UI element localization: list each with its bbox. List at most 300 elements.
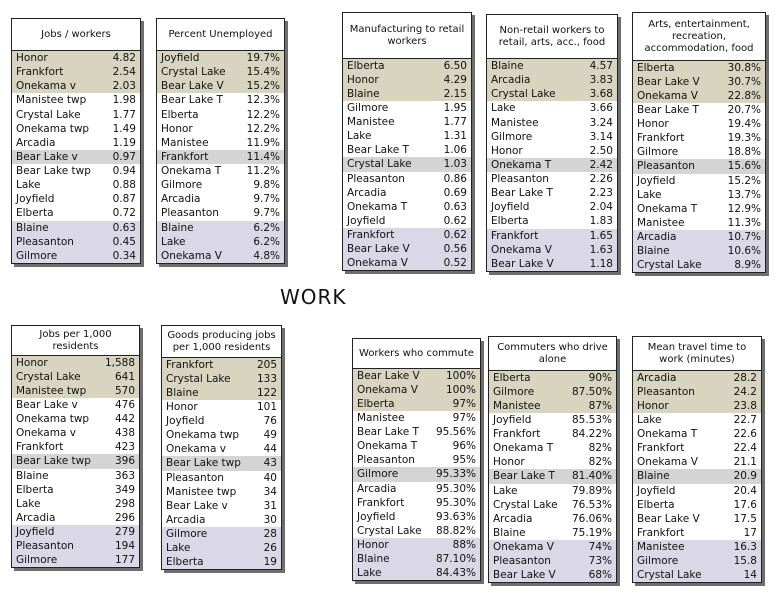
place-value: 1.63 [589, 243, 613, 256]
place-value: 22.7 [733, 414, 757, 427]
table-row [12, 79, 140, 93]
place-value: 15.2% [246, 80, 280, 93]
place-value: 75.19% [571, 526, 612, 539]
table-non-retail-to-retail [486, 14, 618, 272]
place-value: 20.9 [733, 470, 757, 483]
place-name: Gilmore [166, 527, 208, 540]
table-row [489, 484, 616, 498]
place-name: Gilmore [16, 553, 58, 566]
table-row [12, 178, 140, 192]
table-row [489, 371, 616, 385]
table-row [633, 568, 761, 582]
table-row [343, 256, 471, 270]
table-row [487, 87, 617, 101]
place-value: 17.5 [733, 512, 757, 525]
place-name: Onekama twp [166, 429, 240, 442]
table-header: Mean travel time to work (minutes) [633, 337, 761, 371]
place-value: 100% [445, 384, 476, 397]
place-name: Joyfield [16, 525, 55, 538]
place-value: 12.2% [246, 122, 280, 135]
place-value: 101 [256, 401, 277, 414]
table-row [12, 108, 140, 122]
table-jobs-per-1000 [11, 325, 140, 568]
table-row [162, 428, 281, 442]
table-row [12, 483, 139, 497]
place-value: 22.6 [733, 428, 757, 441]
place-value: 296 [114, 511, 135, 524]
table-row [633, 455, 761, 469]
place-name: Blaine [161, 221, 194, 234]
place-name: Crystal Lake [161, 66, 226, 79]
place-name: Pleasanton [637, 160, 695, 173]
place-name: Pleasanton [493, 554, 551, 567]
table-row [12, 136, 140, 150]
place-value: 6.2% [253, 221, 280, 234]
place-name: Blaine [16, 469, 49, 482]
place-name: Gilmore [493, 386, 535, 399]
place-value: 476 [114, 399, 135, 412]
table-row [12, 93, 140, 107]
place-value: 12.2% [246, 108, 280, 121]
place-name: Onekama T [637, 202, 698, 215]
place-name: Blaine [637, 470, 670, 483]
place-name: Manistee [493, 400, 541, 413]
place-value: 17.6 [733, 498, 757, 511]
place-name: Elberta [161, 108, 199, 121]
place-value: 122 [256, 387, 277, 400]
table-row [12, 164, 140, 178]
table-row [633, 188, 765, 202]
table-row [343, 87, 471, 101]
place-name: Honor [491, 144, 523, 157]
place-value: 81.40% [571, 470, 612, 483]
place-name: Bear Lake T [161, 94, 223, 107]
place-value: 4.82 [112, 52, 136, 65]
table-row [489, 455, 616, 469]
place-value: 95% [452, 454, 476, 467]
table-row [487, 257, 617, 271]
table-header: Workers who commute [353, 339, 480, 369]
place-value: 1.06 [443, 144, 467, 157]
table-row [633, 216, 765, 230]
place-name: Honor [16, 52, 48, 65]
table-row [633, 145, 765, 159]
place-value: 0.86 [443, 172, 467, 185]
place-name: Honor [357, 538, 389, 551]
place-name: Blaine [16, 221, 49, 234]
place-name: Onekama v [166, 443, 226, 456]
table-row [353, 425, 480, 439]
place-value: 194 [114, 539, 135, 552]
place-name: Onekama V [491, 243, 552, 256]
table-row [157, 178, 284, 192]
place-value: 0.45 [112, 235, 136, 248]
table-row [343, 59, 471, 73]
table-row [633, 131, 765, 145]
place-value: 88% [452, 538, 476, 551]
table-row [162, 485, 281, 499]
place-name: Pleasanton [357, 454, 415, 467]
place-value: 396 [114, 455, 135, 468]
table-row [12, 356, 139, 370]
place-value: 95.30% [435, 482, 476, 495]
place-value: 6.2% [253, 235, 280, 248]
place-name: Pleasanton [16, 235, 74, 248]
place-value: 4.8% [253, 249, 280, 262]
table-row [162, 358, 281, 372]
place-name: Blaine [347, 88, 380, 101]
place-value: 6.50 [443, 60, 467, 73]
table-row [12, 122, 140, 136]
place-value: 23.8 [733, 400, 757, 413]
place-value: 9.8% [253, 179, 280, 192]
table-row [353, 439, 480, 453]
place-name: Arcadia [16, 136, 56, 149]
place-name: Bear Lake T [347, 144, 409, 157]
place-value: 8.9% [734, 258, 761, 271]
place-value: 30 [263, 513, 277, 526]
place-value: 28 [263, 527, 277, 540]
place-name: Frankfort [166, 359, 214, 372]
table-row [12, 497, 139, 511]
place-value: 10.7% [727, 230, 761, 243]
table-row [489, 385, 616, 399]
table-row [633, 89, 765, 103]
place-name: Lake [166, 541, 191, 554]
table-jobs-workers [11, 18, 141, 264]
table-row [353, 566, 480, 580]
place-value: 97% [452, 412, 476, 425]
table-row [633, 258, 765, 272]
place-value: 95.56% [435, 426, 476, 439]
place-name: Crystal Lake [347, 158, 412, 171]
place-name: Gilmore [637, 146, 679, 159]
place-value: 0.87 [112, 193, 136, 206]
place-name: Blaine [357, 552, 390, 565]
table-row [157, 51, 284, 65]
table-row [162, 471, 281, 485]
place-name: Manistee twp [16, 94, 87, 107]
place-value: 3.14 [589, 130, 613, 143]
place-value: 84.43% [435, 566, 476, 579]
place-value: 1.95 [443, 102, 467, 115]
place-value: 44 [263, 443, 277, 456]
place-name: Bear Lake V [357, 370, 420, 383]
place-value: 20.7% [727, 104, 761, 117]
place-value: 1.65 [589, 229, 613, 242]
table-row [633, 371, 761, 385]
table-row [633, 244, 765, 258]
table-goods-producing-jobs [161, 325, 282, 570]
table-row [633, 75, 765, 89]
place-name: Blaine [491, 60, 524, 73]
place-value: 88.82% [435, 524, 476, 537]
place-value: 19.4% [727, 118, 761, 131]
place-value: 0.97 [112, 150, 136, 163]
place-value: 76.53% [571, 498, 612, 511]
place-name: Onekama T [161, 165, 222, 178]
table-row [487, 73, 617, 87]
table-row [12, 192, 140, 206]
table-row [162, 400, 281, 414]
table-header: Arts, entertainment, recreation, accommodation, food [633, 13, 765, 61]
place-value: 1.49 [112, 122, 136, 135]
place-name: Bear Lake V [347, 242, 410, 255]
place-value: 15.4% [246, 66, 280, 79]
place-name: Bear Lake T [493, 470, 555, 483]
table-row [353, 482, 480, 496]
place-name: Onekama T [637, 428, 698, 441]
place-value: 40 [263, 471, 277, 484]
table-row [157, 235, 284, 249]
place-value: 0.63 [443, 200, 467, 213]
table-row [12, 150, 140, 164]
place-name: Lake [16, 179, 41, 192]
place-name: Lake [161, 235, 186, 248]
table-row [162, 456, 281, 470]
place-name: Pleasanton [637, 386, 695, 399]
table-row [12, 221, 140, 235]
place-name: Bear Lake v [166, 499, 228, 512]
table-row [12, 370, 139, 384]
table-row [633, 441, 761, 455]
place-name: Arcadia [16, 511, 56, 524]
place-value: 20.4 [733, 484, 757, 497]
place-name: Manistee twp [16, 385, 87, 398]
table-row [157, 206, 284, 220]
table-manufacturing-to-retail [342, 12, 472, 271]
table-row [489, 512, 616, 526]
table-row [353, 383, 480, 397]
place-name: Elberta [347, 60, 385, 73]
place-name: Joyfield [16, 193, 55, 206]
place-value: 82% [588, 442, 612, 455]
place-value: 363 [114, 469, 135, 482]
place-value: 177 [114, 553, 135, 566]
place-value: 26 [263, 541, 277, 554]
place-value: 0.88 [112, 179, 136, 192]
place-value: 17 [743, 526, 757, 539]
place-name: Gilmore [357, 468, 399, 481]
place-value: 0.63 [112, 221, 136, 234]
place-name: Honor [637, 118, 669, 131]
table-row [487, 229, 617, 243]
place-name: Onekama V [637, 456, 698, 469]
place-value: 13.7% [727, 188, 761, 201]
place-value: 205 [256, 359, 277, 372]
table-row [162, 541, 281, 555]
table-header: Jobs / workers [12, 19, 140, 51]
place-name: Manistee [637, 540, 685, 553]
place-name: Honor [637, 400, 669, 413]
place-value: 570 [114, 385, 135, 398]
place-value: 2.26 [589, 173, 613, 186]
place-name: Gilmore [637, 554, 679, 567]
place-value: 2.04 [589, 201, 613, 214]
table-row [633, 498, 761, 512]
place-value: 28.2 [733, 372, 757, 385]
place-name: Manistee [357, 412, 405, 425]
table-row [489, 427, 616, 441]
table-row [487, 158, 617, 172]
place-name: Onekama V [347, 256, 408, 269]
place-name: Onekama T [493, 442, 554, 455]
place-name: Bear Lake v [16, 399, 78, 412]
table-row [12, 511, 139, 525]
table-row [489, 568, 616, 582]
table-row [343, 214, 471, 228]
place-value: 298 [114, 497, 135, 510]
table-header: Percent Unemployed [157, 19, 284, 51]
place-name: Bear Lake twp [16, 165, 91, 178]
place-name: Onekama v [16, 427, 76, 440]
place-value: 73% [588, 554, 612, 567]
place-name: Onekama V [493, 540, 554, 553]
table-header: Goods producing jobs per 1,000 residents [162, 326, 281, 358]
place-name: Bear Lake V [161, 80, 224, 93]
place-name: Onekama V [637, 90, 698, 103]
table-row [162, 414, 281, 428]
table-row [343, 172, 471, 186]
table-row [12, 553, 139, 567]
table-row [162, 513, 281, 527]
place-value: 96% [452, 440, 476, 453]
place-value: 423 [114, 441, 135, 454]
table-row [353, 524, 480, 538]
table-header: Commuters who drive alone [489, 337, 616, 371]
place-name: Gilmore [161, 179, 203, 192]
place-name: Manistee twp [166, 485, 237, 498]
table-row [633, 554, 761, 568]
place-name: Onekama twp [16, 122, 90, 135]
table-row [162, 499, 281, 513]
place-value: 2.50 [589, 144, 613, 157]
place-name: Elberta [166, 555, 204, 568]
place-name: Crystal Lake [637, 258, 702, 271]
place-name: Joyfield [637, 484, 676, 497]
place-name: Arcadia [637, 230, 677, 243]
table-row [157, 150, 284, 164]
table-row [157, 249, 284, 263]
table-row [633, 399, 761, 413]
place-name: Arcadia [637, 372, 677, 385]
table-row [343, 101, 471, 115]
place-name: Frankfort [347, 228, 395, 241]
table-row [157, 136, 284, 150]
place-name: Joyfield [357, 510, 396, 523]
place-value: 82% [588, 456, 612, 469]
table-row [353, 467, 480, 481]
table-row [12, 51, 140, 65]
place-value: 2.23 [589, 187, 613, 200]
table-row [633, 202, 765, 216]
table-row [489, 441, 616, 455]
place-name: Elberta [491, 215, 529, 228]
table-row [633, 61, 765, 75]
place-name: Arcadia [347, 186, 387, 199]
place-value: 15.8 [733, 554, 757, 567]
place-name: Onekama T [491, 158, 552, 171]
place-value: 1.83 [589, 215, 613, 228]
table-row [12, 65, 140, 79]
place-value: 1.03 [443, 158, 467, 171]
table-row [12, 440, 139, 454]
place-value: 0.62 [443, 228, 467, 241]
table-row [343, 73, 471, 87]
place-name: Bear Lake V [637, 76, 700, 89]
table-mean-travel-time [632, 336, 762, 583]
place-value: 1,588 [104, 357, 135, 370]
place-value: 68% [588, 568, 612, 581]
place-value: 34 [263, 485, 277, 498]
place-name: Lake [491, 102, 516, 115]
table-row [12, 426, 139, 440]
place-name: Bear Lake v [16, 150, 78, 163]
place-name: Bear Lake T [491, 187, 553, 200]
place-value: 14 [743, 568, 757, 581]
table-row [489, 498, 616, 512]
place-value: 279 [114, 525, 135, 538]
place-name: Crystal Lake [493, 498, 558, 511]
place-value: 4.57 [589, 60, 613, 73]
table-commuters-drive-alone [488, 336, 617, 583]
place-name: Honor [161, 122, 193, 135]
table-row [12, 525, 139, 539]
place-value: 3.83 [589, 74, 613, 87]
place-value: 0.69 [443, 186, 467, 199]
place-name: Gilmore [347, 102, 389, 115]
place-value: 1.31 [443, 130, 467, 143]
table-row [487, 186, 617, 200]
place-value: 12.9% [727, 202, 761, 215]
place-name: Manistee [161, 136, 209, 149]
place-name: Honor [493, 456, 525, 469]
table-row [162, 527, 281, 541]
place-name: Frankfort [637, 132, 685, 145]
table-row [12, 412, 139, 426]
place-value: 10.6% [727, 244, 761, 257]
table-row [12, 398, 139, 412]
place-name: Honor [16, 357, 48, 370]
place-name: Lake [16, 497, 41, 510]
place-name: Bear Lake T [637, 104, 699, 117]
place-value: 1.77 [443, 116, 467, 129]
place-value: 2.42 [589, 158, 613, 171]
table-row [633, 413, 761, 427]
table-row [487, 200, 617, 214]
place-value: 3.68 [589, 88, 613, 101]
table-row [353, 453, 480, 467]
table-row [12, 235, 140, 249]
place-name: Elberta [637, 62, 675, 75]
place-value: 0.34 [112, 249, 136, 262]
table-workers-who-commute [352, 338, 481, 581]
table-row [489, 469, 616, 483]
table-row [487, 59, 617, 73]
table-row [633, 526, 761, 540]
place-value: 19.7% [246, 52, 280, 65]
place-value: 90% [588, 372, 612, 385]
place-name: Arcadia [166, 513, 206, 526]
place-value: 349 [114, 483, 135, 496]
place-value: 641 [114, 371, 135, 384]
place-name: Gilmore [491, 130, 533, 143]
table-row [487, 243, 617, 257]
place-name: Joyfield [347, 214, 386, 227]
place-value: 87% [588, 400, 612, 413]
place-name: Joyfield [493, 414, 532, 427]
table-row [343, 143, 471, 157]
